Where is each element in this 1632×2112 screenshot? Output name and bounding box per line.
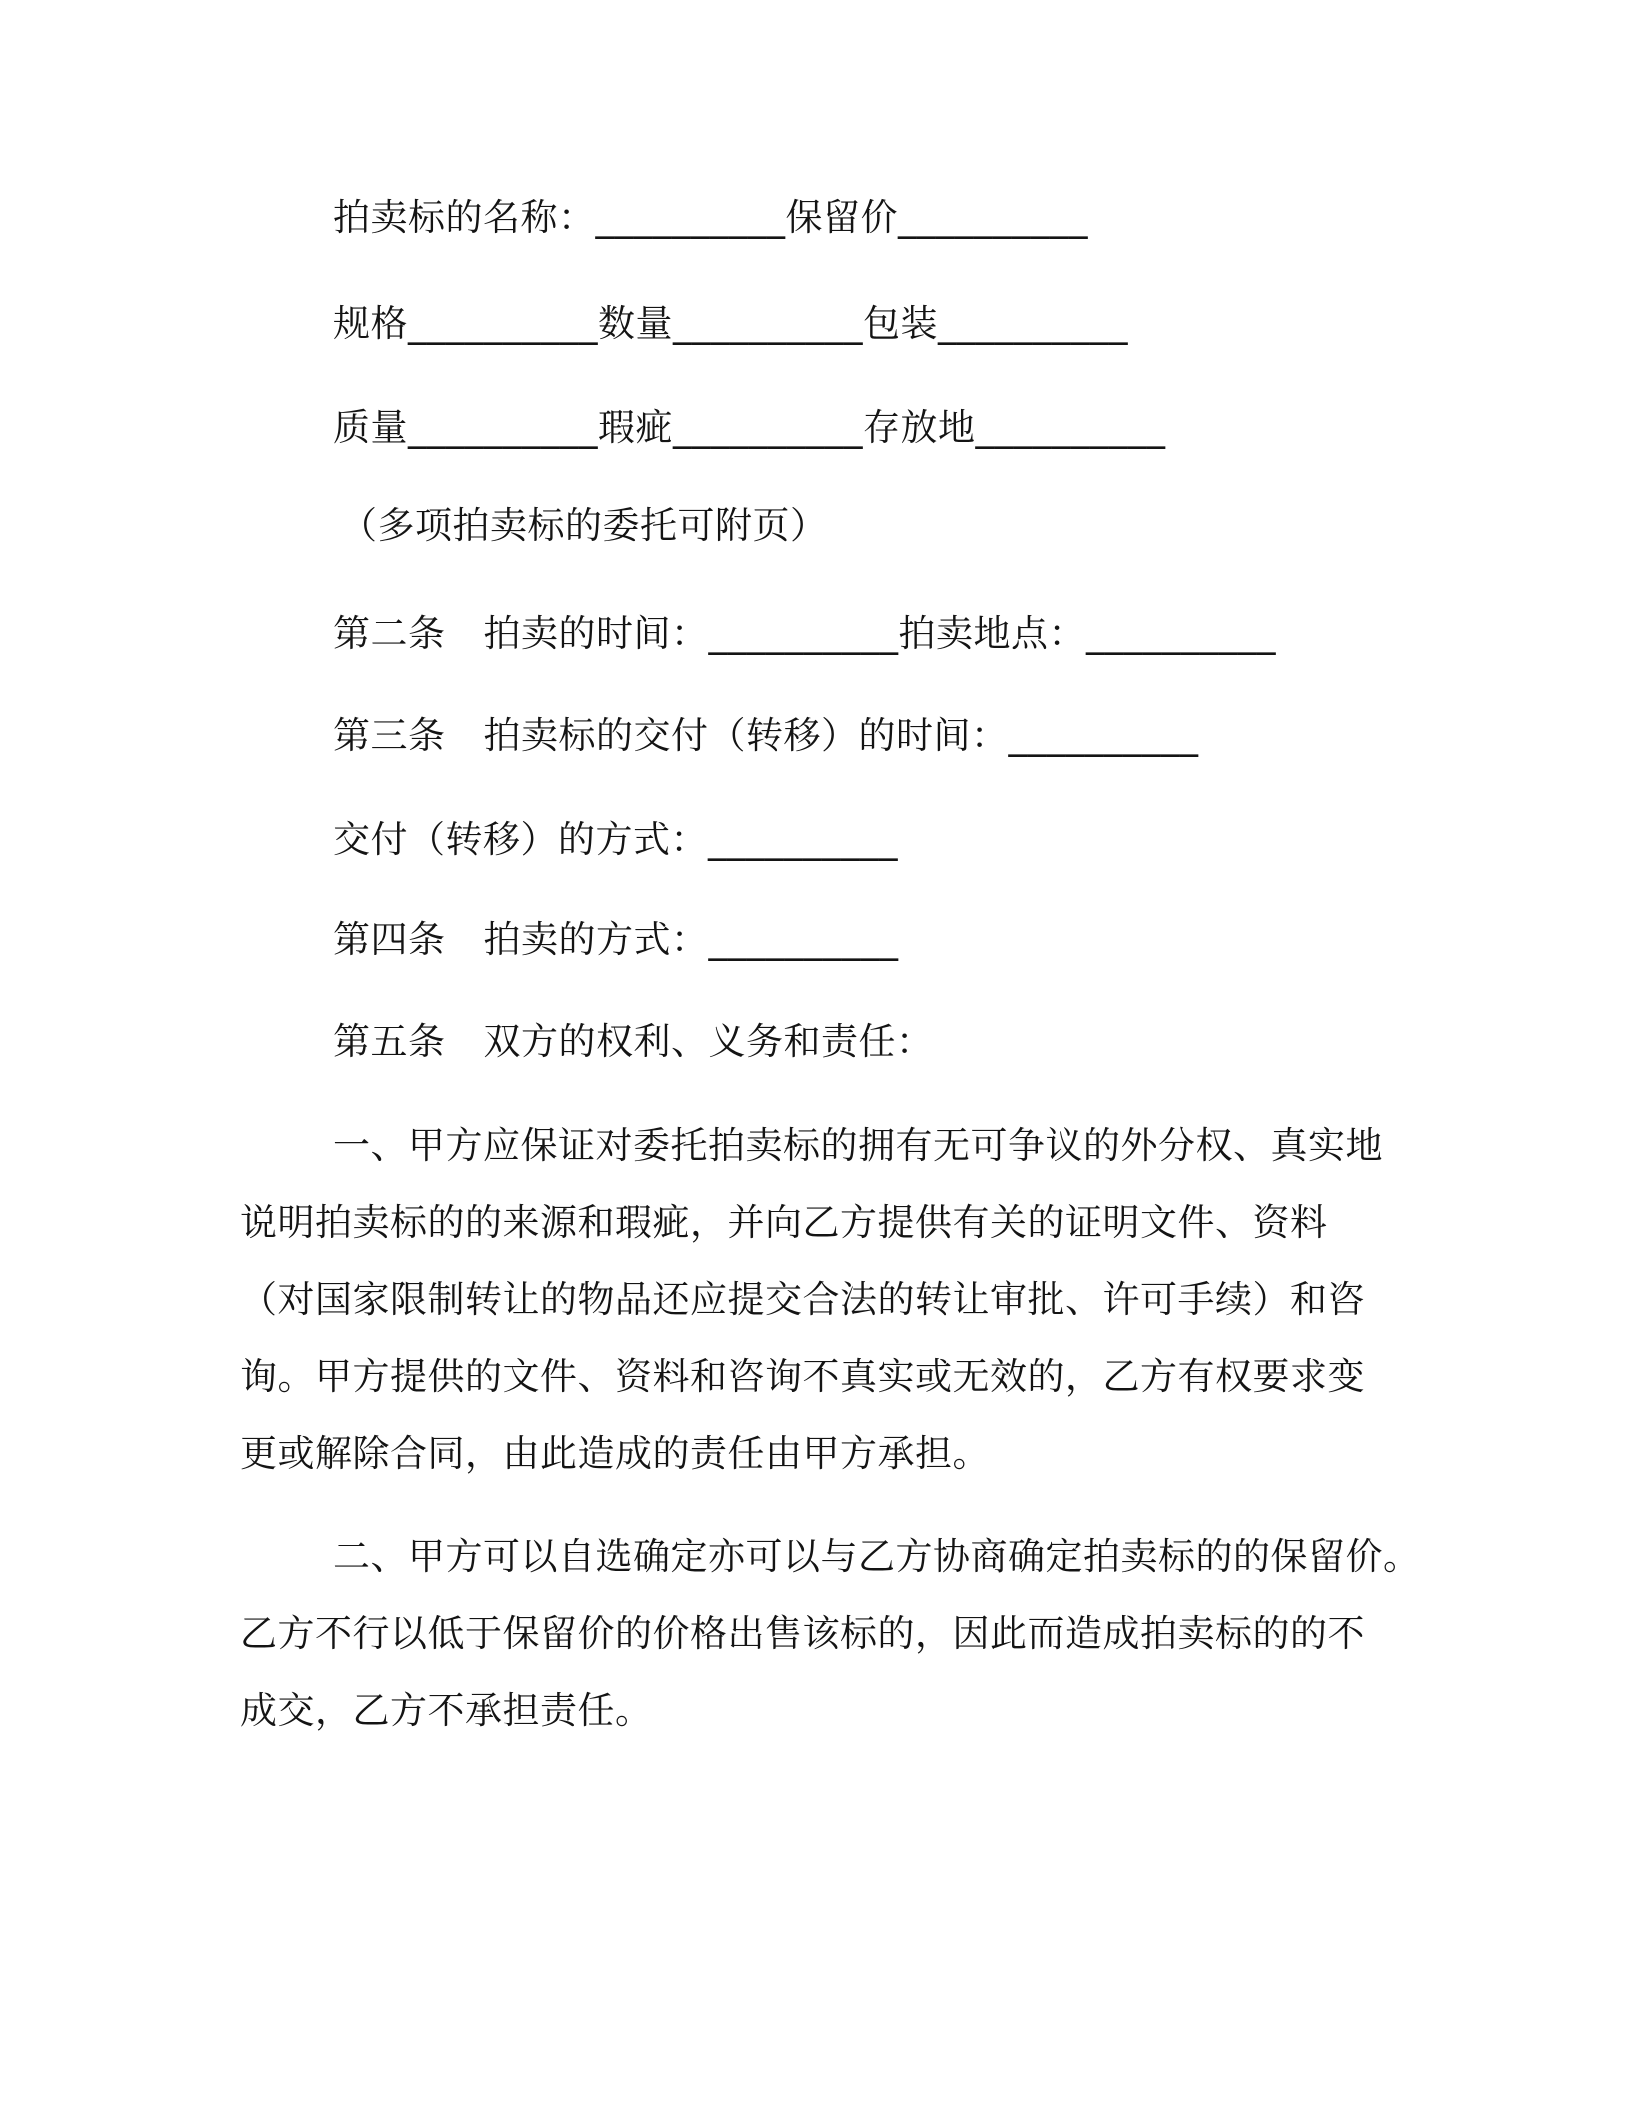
article-5 [333, 1020, 934, 1064]
attachment-note [340, 504, 828, 548]
article-text: 拍卖的时间：__________拍卖地点：__________ [483, 612, 1276, 655]
field-line-name-reserve-price [333, 196, 1088, 240]
line-text: （多项拍卖标的委托可附页） [340, 504, 828, 547]
delivery-method-line [333, 818, 898, 862]
paragraph-line: 二、甲方可以自选确定亦可以与乙方协商确定拍卖标的的保留价。 [333, 1535, 1421, 1578]
article-number: 第五条 [333, 1020, 446, 1063]
article-text: 双方的权利、义务和责任： [483, 1020, 934, 1063]
article-text: 拍卖标的交付（转移）的时间：__________ [483, 714, 1199, 757]
paragraph-line: 一、甲方应保证对委托拍卖标的拥有无可争议的外分权、真实地 [333, 1124, 1383, 1167]
article-number: 第四条 [333, 918, 446, 961]
article-text: 拍卖的方式：__________ [483, 918, 899, 961]
paragraph-1 [240, 1107, 1400, 1492]
paragraph-line: 说明拍卖标的的来源和瑕疵，并向乙方提供有关的证明文件、资料 [240, 1201, 1328, 1244]
article-number: 第二条 [333, 612, 446, 655]
line-text: 规格__________数量__________包装__________ [333, 302, 1128, 345]
paragraph-line: 乙方不行以低于保留价的价格出售该标的，因此而造成拍卖标的的不 [240, 1612, 1365, 1655]
article-2 [333, 612, 1276, 656]
paragraph-line: 更或解除合同，由此造成的责任由甲方承担。 [240, 1432, 990, 1475]
field-line-quality-defect-storage [333, 406, 1166, 450]
article-4 [333, 918, 899, 962]
paragraph-2 [240, 1518, 1421, 1749]
article-number: 第三条 [333, 714, 446, 757]
paragraph-line: 询。甲方提供的文件、资料和咨询不真实或无效的，乙方有权要求变 [240, 1355, 1365, 1398]
line-text: 质量__________瑕疵__________存放地__________ [333, 406, 1166, 449]
article-3 [333, 714, 1199, 758]
line-text: 拍卖标的名称：__________保留价__________ [333, 196, 1088, 239]
paragraph-line: 成交，乙方不承担责任。 [240, 1689, 653, 1732]
line-text: 交付（转移）的方式：__________ [333, 818, 898, 861]
paragraph-line: （对国家限制转让的物品还应提交合法的转让审批、许可手续）和咨 [240, 1278, 1365, 1321]
field-line-spec-quantity-packaging [333, 302, 1128, 346]
